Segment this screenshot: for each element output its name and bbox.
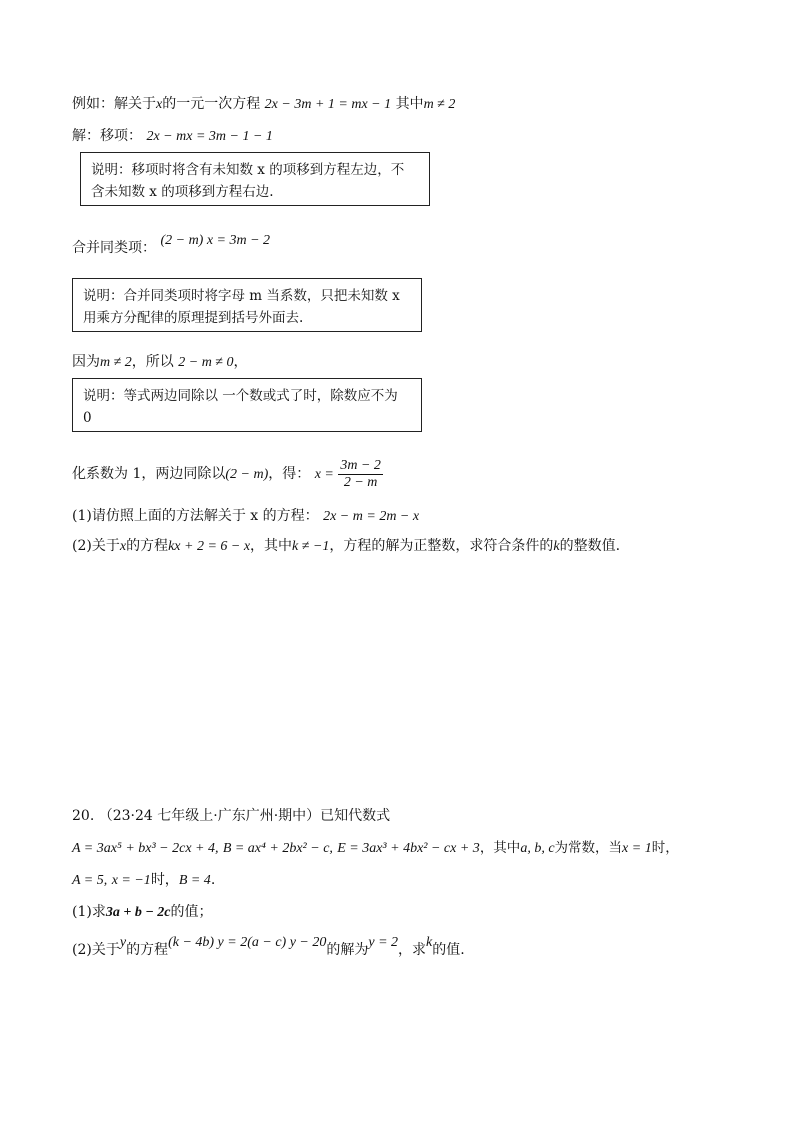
q2-equation: kx + 2 = 6 − x: [168, 539, 251, 554]
note-divide-line2: 0: [83, 410, 92, 426]
q2-text2: 的方程: [126, 538, 169, 554]
q2-cond: k ≠ −1: [292, 539, 330, 554]
so-text: ，所以: [131, 354, 174, 370]
p20-sub2-sol: y = 2: [368, 935, 399, 950]
p20-cond-a: A = 5,: [72, 873, 108, 888]
problem-20-conditions: [72, 870, 215, 891]
because-comma: ，: [233, 354, 248, 370]
q1-text: (1)请仿照上面的方法解关于 x 的方程：: [72, 508, 319, 524]
p20-cond-x1: x = 1: [622, 841, 652, 856]
p20-sub1-label: (1)求: [72, 904, 106, 920]
p20-expr-b: B = ax⁴ + 2bx² − c,: [222, 841, 333, 856]
p20-sub2-text2: 的解为: [326, 942, 369, 958]
p20-sub1-tail: 的值；: [170, 904, 213, 920]
coef-denominator: 2 − m: [343, 474, 378, 490]
coef-lhs: x =: [314, 467, 334, 482]
note-move-line2: 含未知数 x 的项移到方程右边.: [91, 184, 274, 200]
p20-cond-x2: x = −1: [111, 873, 151, 888]
problem-20-sub-1: [72, 902, 213, 923]
q2-var-k: k: [553, 539, 560, 554]
example-equation: 2x − 3m + 1 = mx − 1: [264, 97, 392, 112]
note-divide-line1: 说明：等式两边同除以 一个数或式了时，除数应不为: [83, 388, 398, 404]
because-cond2: 2 − m ≠ 0: [178, 355, 234, 370]
step-combine-equation: (2 − m) x = 3m − 2: [160, 233, 271, 248]
var-x: x: [156, 97, 163, 112]
problem-20-expressions: [72, 838, 679, 859]
q2-var-x: x: [119, 539, 127, 554]
p20-sub2-label: (2)关于: [72, 942, 120, 958]
example-intro2: 的一元一次方程: [162, 96, 261, 112]
note-box-move: [80, 152, 430, 206]
note-box-divide: [72, 378, 422, 432]
p20-text-const2: 为常数，当: [554, 840, 623, 856]
q2-text1: (2)关于: [72, 538, 120, 554]
p20-text-const: ，其中: [479, 840, 521, 856]
problem-20-header: [72, 806, 390, 826]
step-move-label: 解：移项：: [72, 128, 142, 144]
p20-sub2-tail: 的值.: [432, 942, 465, 958]
p20-text-when: 时，: [651, 840, 679, 856]
note-combine-line1: 说明：合并同类项时将字母 m 当系数，只把未知数 x: [83, 288, 400, 304]
note-combine-line2: 用乘方分配律的原理提到括号外面去.: [83, 310, 304, 326]
p20-sub1-expr: 3a + b − 2c: [105, 905, 171, 920]
p20-consts: a, b, c: [520, 841, 555, 856]
q2-text4: ，方程的解为正整数，求符合条件的: [329, 538, 554, 554]
p20-sub2-eq: (k − 4b) y = 2(a − c) y − 20: [168, 935, 327, 950]
example-line: [72, 94, 455, 115]
p20-header-text: 20. （23·24 七年级上·广东广州·期中）已知代数式: [72, 808, 391, 824]
example-intro: 例如：解关于: [72, 96, 156, 112]
step-move-line: [72, 126, 273, 147]
step-combine-label: 合并同类项：: [72, 240, 156, 256]
p20-sub2-text3: ，求: [398, 942, 427, 958]
question-1: [72, 506, 419, 527]
q2-text5: 的整数值.: [559, 538, 621, 554]
coef-text1: 化系数为 1，两边同除以: [72, 466, 226, 482]
q1-equation: 2x − m = 2m − x: [323, 509, 420, 524]
q2-text3: ，其中: [250, 538, 293, 554]
coef-fraction: [338, 458, 383, 491]
step-move-equation: 2x − mx = 3m − 1 − 1: [146, 129, 273, 144]
p20-sub2-var: y: [119, 935, 127, 950]
because-text: 因为: [72, 354, 100, 370]
p20-expr-e: E = 3ax³ + 4bx² − cx + 3: [337, 841, 480, 856]
step-combine-line: [72, 233, 271, 259]
coef-numerator: 3m − 2: [340, 457, 381, 473]
example-condition: m ≠ 2: [423, 97, 456, 112]
step-because-line: [72, 352, 248, 373]
note-box-combine: [72, 278, 422, 332]
p20-sub2-k: k: [426, 935, 433, 950]
note-move-line1: 说明：移项时将含有未知数 x 的项移到方程左边，不: [91, 162, 405, 178]
p20-period: .: [210, 872, 216, 888]
because-cond1: m ≠ 2: [100, 355, 132, 370]
p20-text-when2: 时，: [150, 872, 179, 888]
p20-expr-a: A = 3ax⁵ + bx³ − 2cx + 4,: [72, 841, 219, 856]
p20-cond-b: B = 4: [178, 873, 211, 888]
example-where: 其中: [395, 96, 424, 112]
p20-sub2-text: 的方程: [126, 942, 169, 958]
coef-text2: ，得：: [268, 466, 311, 482]
problem-20-sub-2: [72, 935, 465, 961]
question-2: [72, 536, 620, 557]
step-coef-line: [72, 456, 383, 493]
coef-divisor: (2 − m): [225, 467, 269, 482]
